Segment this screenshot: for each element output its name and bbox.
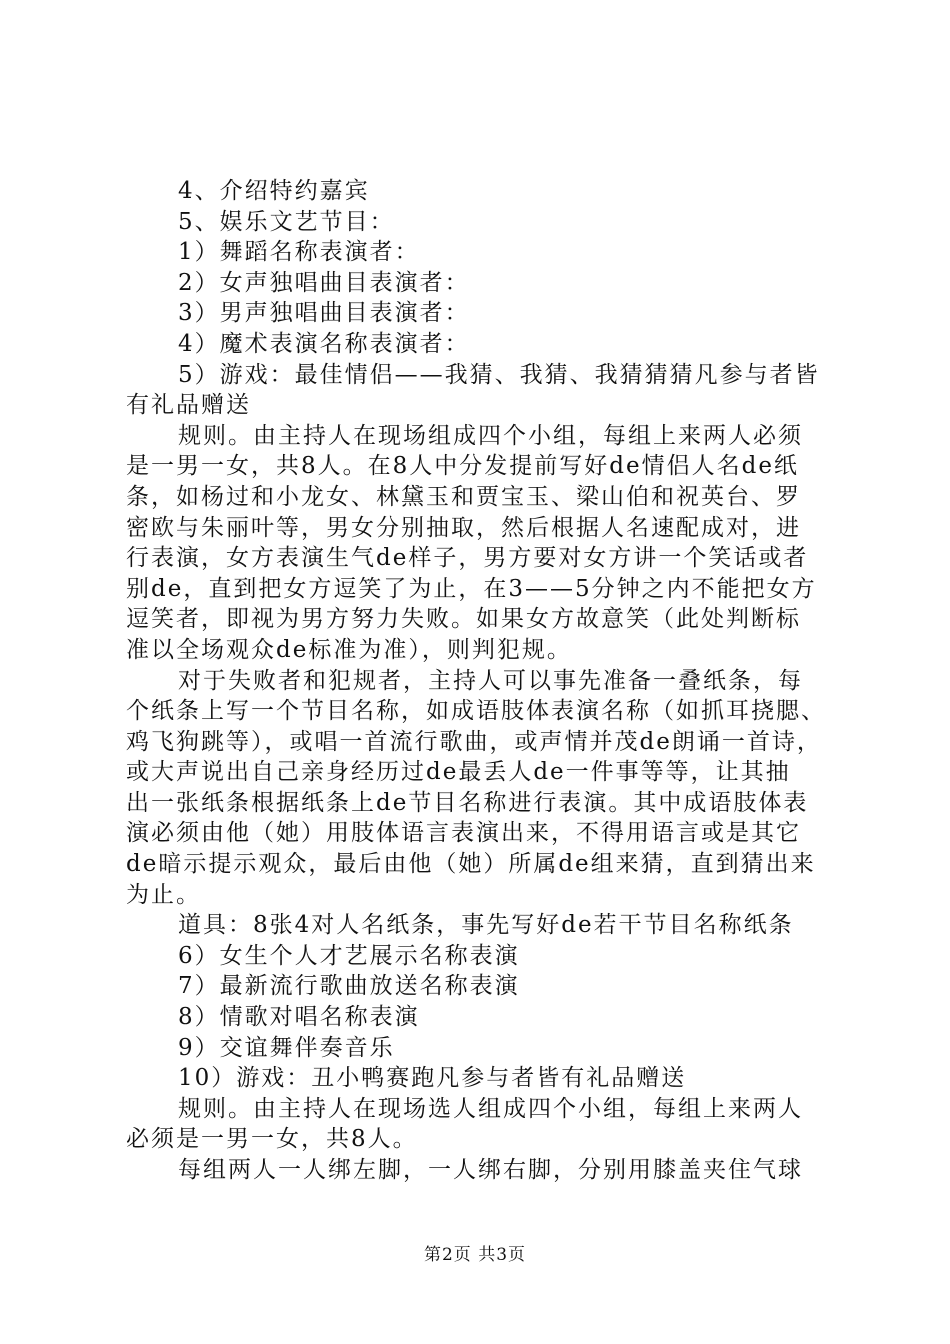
text-line: 2）女声独唱曲目表演者： [178, 269, 470, 296]
text-line: 每组两人一人绑左脚，一人绑右脚，分别用膝盖夹住气球 [178, 1157, 803, 1183]
text-line: 是一男一女，共8人。在8人中分发提前写好de情侣人名de纸 [126, 453, 799, 480]
text-line: 7）最新流行歌曲放送名称表演 [178, 973, 520, 1000]
document-body [126, 176, 836, 1186]
text-line: 准以全场观众de标准为准），则判犯规。 [126, 636, 572, 663]
text-line: 行表演，女方表演生气de样子，男方要对女方讲一个笑话或者 [126, 545, 809, 572]
text-line: 或大声说出自己亲身经历过de最丢人de一件事等等，让其抽 [126, 759, 791, 786]
text-line: 有礼品赠送 [126, 392, 251, 419]
text-line: 演必须由他（她）用肢体语言表演出来，不得用语言或是其它 [126, 820, 801, 847]
text-line: 密欧与朱丽叶等，男女分别抽取，然后根据人名速配成对，进 [126, 514, 801, 541]
text-line: 9）交谊舞伴奏音乐 [178, 1034, 395, 1061]
text-line: 道具：8张4对人名纸条，事先写好de若干节目名称纸条 [178, 912, 794, 939]
text-line: 条，如杨过和小龙女、林黛玉和贾宝玉、梁山伯和祝英台、罗 [126, 483, 801, 510]
text-line: 3）男声独唱曲目表演者： [178, 300, 470, 327]
text-line: 逗笑者，即视为男方努力失败。如果女方故意笑（此处判断标 [126, 606, 801, 633]
text-line: 个纸条上写一个节目名称，如成语肢体表演名称（如抓耳挠腮、 [126, 698, 826, 725]
text-line: 为止。 [126, 881, 201, 908]
text-line: de暗示提示观众，最后由他（她）所属de组来猜，直到猜出来 [126, 851, 816, 878]
text-line: 4、介绍特约嘉宾 [178, 178, 370, 204]
text-line: 别de，直到把女方逗笑了为止，在3——5分钟之内不能把女方 [126, 575, 817, 602]
text-line: 10）游戏：丑小鸭赛跑凡参与者皆有礼品赠送 [178, 1065, 687, 1092]
text-line: 5）游戏：最佳情侣——我猜、我猜、我猜猜猜凡参与者皆 [178, 361, 820, 388]
text-line: 出一张纸条根据纸条上de节目名称进行表演。其中成语肢体表 [126, 789, 809, 816]
text-line: 规则。由主持人在现场组成四个小组，每组上来两人必须 [178, 422, 803, 449]
text-line: 必须是一男一女，共8人。 [126, 1126, 418, 1153]
page-footer: 第2页 共3页 [423, 1245, 527, 1265]
text-line: 5、娱乐文艺节目： [178, 208, 395, 235]
text-line: 8）情歌对唱名称表演 [178, 1004, 420, 1031]
text-line: 4）魔术表演名称表演者： [178, 330, 470, 357]
text-line: 规则。由主持人在现场选人组成四个小组，每组上来两人 [178, 1095, 803, 1122]
text-line: 1）舞蹈名称表演者： [178, 239, 420, 266]
text-line: 对于失败者和犯规者，主持人可以事先准备一叠纸条，每 [178, 667, 803, 694]
text-line: 6）女生个人才艺展示名称表演 [178, 942, 520, 969]
text-line: 鸡飞狗跳等），或唱一首流行歌曲，或声情并茂de朗诵一首诗， [126, 728, 822, 755]
